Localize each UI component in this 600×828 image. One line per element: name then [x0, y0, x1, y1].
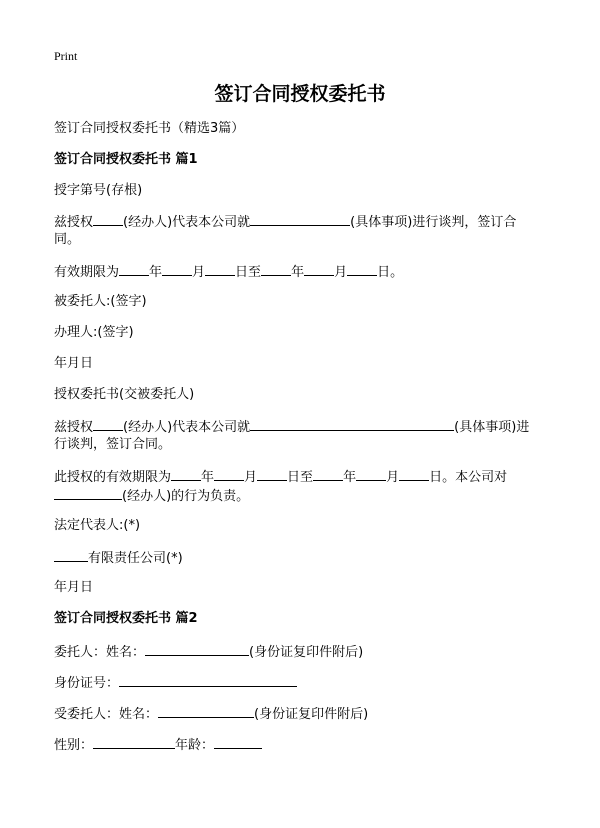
s1-line-2-cont: 同。: [54, 232, 81, 247]
document-subtitle: 签订合同授权委托书（精选3篇）: [54, 121, 245, 136]
s1-line-9: [54, 468, 507, 486]
blank-field: [158, 705, 254, 718]
blank-field: [93, 736, 175, 749]
s1-l9e: 年: [343, 470, 357, 485]
s1-line-12: 年月日: [54, 580, 94, 595]
s1-l9f: 月: [386, 470, 400, 485]
blank-field: [205, 263, 235, 276]
s1-l9c: 月: [244, 470, 258, 485]
s1-l2b: (经办人)代表本公司就: [123, 215, 251, 230]
s1-line-8: [54, 418, 529, 436]
blank-field: [54, 549, 88, 562]
s2-l3a: 受委托人：姓名：: [54, 707, 159, 722]
s1-line-3: [54, 263, 403, 281]
blank-field: [54, 487, 122, 500]
s1-l8a: 兹授权: [54, 420, 94, 435]
s1-l9g: 日。本公司对: [429, 470, 508, 485]
s1-l9a: 此授权的有效期限为: [54, 470, 172, 485]
s1-l9b: 年: [201, 470, 215, 485]
blank-field: [313, 468, 343, 481]
s1-line-8-cont: 行谈判，签订合同。: [54, 437, 172, 452]
blank-field: [261, 263, 291, 276]
blank-field: [171, 468, 201, 481]
s2-line-2: [54, 674, 297, 692]
blank-field: [347, 263, 377, 276]
blank-field: [93, 213, 123, 226]
s1-line-2: [54, 213, 516, 231]
s1-line-7: 授权委托书(交被委托人): [54, 387, 195, 402]
blank-field: [250, 418, 454, 431]
blank-field: [356, 468, 386, 481]
s1-line-11: [54, 549, 183, 567]
s1-l2c: (具体事项)进行谈判，签订合: [350, 215, 517, 230]
s1-l3a: 有效期限为: [54, 265, 120, 280]
s2-l4a: 性别：: [54, 738, 94, 753]
section-heading-2: 签订合同授权委托书 篇2: [54, 611, 198, 626]
blank-field: [119, 263, 149, 276]
blank-field: [214, 736, 262, 749]
s1-l3g: 日。: [377, 265, 404, 280]
s1-l8c: (具体事项)进: [454, 420, 530, 435]
blank-field: [257, 468, 287, 481]
blank-field: [304, 263, 334, 276]
s1-l3c: 月: [192, 265, 206, 280]
blank-field: [93, 418, 123, 431]
s1-line-1: 授字第号(存根): [54, 183, 143, 198]
blank-field: [250, 213, 350, 226]
s1-line-4: 被委托人:(签字): [54, 294, 147, 309]
print-label[interactable]: Print: [54, 49, 78, 63]
blank-field: [214, 468, 244, 481]
s1-l3e: 年: [291, 265, 305, 280]
s1-line-10: 法定代表人:(*): [54, 518, 141, 533]
s1-line-6: 年月日: [54, 356, 94, 371]
s1-l3f: 月: [334, 265, 348, 280]
s1-l8b: (经办人)代表本公司就: [123, 420, 251, 435]
section-heading-1: 签订合同授权委托书 篇1: [54, 152, 198, 167]
s1-l9d: 日至: [287, 470, 314, 485]
s2-line-3: [54, 705, 368, 723]
s2-l2: 身份证号：: [54, 676, 120, 691]
s1-l11: 有限责任公司(*): [88, 551, 183, 566]
s2-l4b: 年龄：: [175, 738, 215, 753]
s2-l1a: 委托人：姓名：: [54, 645, 146, 660]
s1-l2a: 兹授权: [54, 215, 94, 230]
blank-field: [399, 468, 429, 481]
s2-line-4: [54, 736, 262, 754]
document-title: 签订合同授权委托书: [214, 83, 386, 105]
s1-l3b: 年: [149, 265, 163, 280]
s2-line-1: [54, 643, 363, 661]
s1-l3d: 日至: [235, 265, 262, 280]
s1-line-9-cont: [54, 487, 249, 505]
s2-l3b: (身份证复印件附后): [254, 707, 369, 722]
blank-field: [119, 674, 297, 687]
s1-l9h: (经办人)的行为负责。: [122, 489, 250, 504]
s2-l1b: (身份证复印件附后): [249, 645, 364, 660]
blank-field: [162, 263, 192, 276]
blank-field: [145, 643, 249, 656]
s1-line-5: 办理人:(签字): [54, 325, 134, 340]
